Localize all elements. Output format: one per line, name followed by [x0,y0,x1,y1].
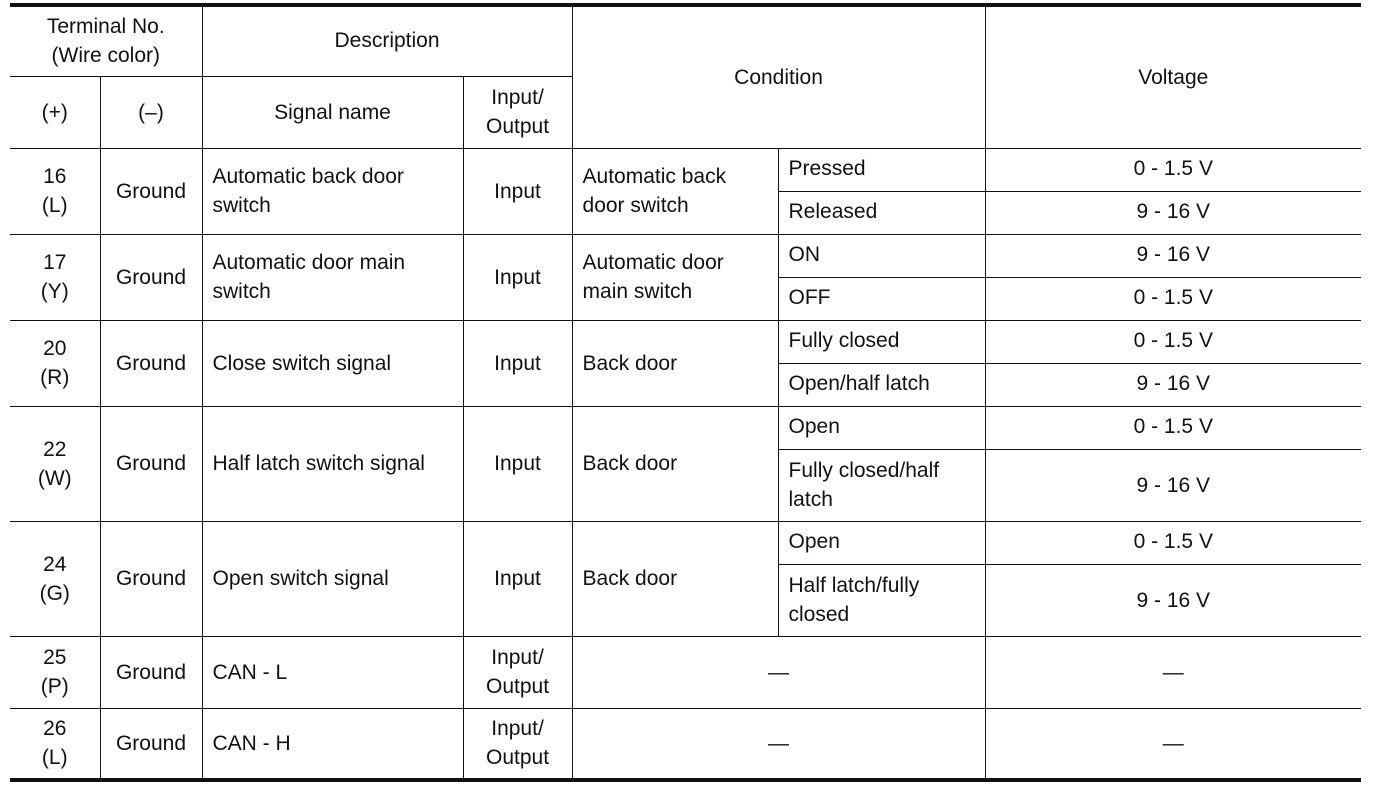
terminal-number: 22 [43,437,67,461]
state-cell [778,564,985,636]
signal-name-cell [202,148,463,234]
terminal-cell [10,521,100,636]
header-input-output [463,76,572,148]
voltage-cell: 0 - 1.5 V [985,320,1361,363]
terminal-cell [10,636,100,708]
ground-cell: Ground [100,636,202,708]
terminal-table-wrapper [10,3,1361,782]
state-cell: Open/half latch [778,363,985,406]
io-line-1: Input/ [491,717,544,741]
state-line-1: Fully closed/half [788,459,940,482]
header-description [202,5,572,76]
wire-color: (L) [41,194,68,217]
voltage-cell: — [985,636,1361,708]
io-line-2: Output [485,746,550,770]
state-line-2: closed [788,603,850,626]
terminal-cell [10,148,100,234]
table-row [10,406,1361,449]
wire-color: (R) [40,366,70,389]
terminal-cell [10,406,100,521]
state-cell: Pressed [778,148,985,191]
state-cell: OFF [778,277,985,320]
condition-cell: — [572,636,985,708]
io-line-2: Output [485,675,550,698]
terminal-number: 26 [43,717,67,741]
signal-line-2: switch [212,194,271,217]
ground-cell: Ground [100,708,202,780]
signal-line-1: Automatic back door [212,165,404,188]
terminal-cell [10,320,100,406]
io-cell [463,636,572,708]
ground-cell: Ground [100,521,202,636]
voltage-cell: 9 - 16 V [985,363,1361,406]
ground-cell: Ground [100,148,202,234]
voltage-cell: 0 - 1.5 V [985,521,1361,564]
header-condition [572,5,985,148]
signal-name-cell [202,234,463,320]
terminal-number: 17 [43,251,67,274]
signal-name-cell: CAN - L [202,636,463,708]
io-cell: Input [463,234,572,320]
state-cell: Fully closed [778,320,985,363]
signal-line-1: Automatic door main [212,251,406,274]
voltage-cell: 0 - 1.5 V [985,148,1361,191]
signal-name-cell: Open switch signal [202,521,463,636]
signal-line-2: switch [212,280,271,303]
header-terminal-label: Terminal No. [46,15,165,38]
ground-cell: Ground [100,234,202,320]
io-cell: Input [463,406,572,521]
table-row [10,636,1361,708]
condition-cell [572,234,778,320]
state-cell: Open [778,406,985,449]
condition-line-2: door switch [582,194,689,217]
table-row [10,320,1361,363]
header-signal-name: Signal name [202,76,463,148]
io-cell: Input [463,148,572,234]
voltage-cell: 0 - 1.5 V [985,277,1361,320]
wire-color: (P) [40,675,69,698]
voltage-cell: 9 - 16 V [985,191,1361,234]
header-voltage [985,5,1361,148]
header-voltage-label: Voltage [1138,65,1209,89]
condition-cell: Back door [572,320,778,406]
voltage-cell: 9 - 16 V [985,234,1361,277]
voltage-cell: — [985,708,1361,780]
wire-color: (W) [37,466,72,490]
header-minus: (–) [100,76,202,148]
state-line-1: Half latch/fully [788,574,920,597]
table-row [10,234,1361,277]
signal-name-cell: CAN - H [202,708,463,780]
ground-cell: Ground [100,406,202,521]
header-row-1 [10,5,1361,76]
wire-color: (G) [39,581,70,605]
state-cell: Open [778,521,985,564]
signal-name-cell: Close switch signal [202,320,463,406]
terminal-table [10,3,1361,782]
condition-cell: — [572,708,985,780]
table-row [10,708,1361,780]
state-cell: ON [778,234,985,277]
header-io-line-2: Output [485,115,550,138]
terminal-number: 24 [43,552,67,576]
terminal-number: 16 [43,165,67,188]
voltage-cell: 9 - 16 V [985,564,1361,636]
condition-cell: Back door [572,406,778,521]
condition-line-1: Automatic door [582,251,724,274]
header-plus: (+) [10,76,100,148]
signal-name-cell: Half latch switch signal [202,406,463,521]
table-row [10,148,1361,191]
io-cell: Input [463,521,572,636]
state-line-2: latch [788,488,833,511]
header-terminal-no [10,5,202,76]
header-condition-label: Condition [734,65,823,89]
terminal-number: 25 [43,646,67,669]
condition-line-1: Automatic back [582,165,727,188]
table-row [10,521,1361,564]
header-io-line-1: Input/ [491,86,544,109]
terminal-cell [10,708,100,780]
io-cell [463,708,572,780]
io-cell: Input [463,320,572,406]
io-line-1: Input/ [491,646,544,669]
terminal-cell [10,234,100,320]
wire-color: (Y) [40,280,69,303]
condition-cell [572,148,778,234]
ground-cell: Ground [100,320,202,406]
header-description-label: Description [334,29,440,52]
voltage-cell: 9 - 16 V [985,449,1361,521]
condition-cell: Back door [572,521,778,636]
header-wire-color-label: (Wire color) [51,44,160,67]
condition-line-2: main switch [582,280,693,303]
terminal-number: 20 [43,337,67,360]
wire-color: (L) [41,746,68,770]
state-cell [778,449,985,521]
voltage-cell: 0 - 1.5 V [985,406,1361,449]
state-cell: Released [778,191,985,234]
